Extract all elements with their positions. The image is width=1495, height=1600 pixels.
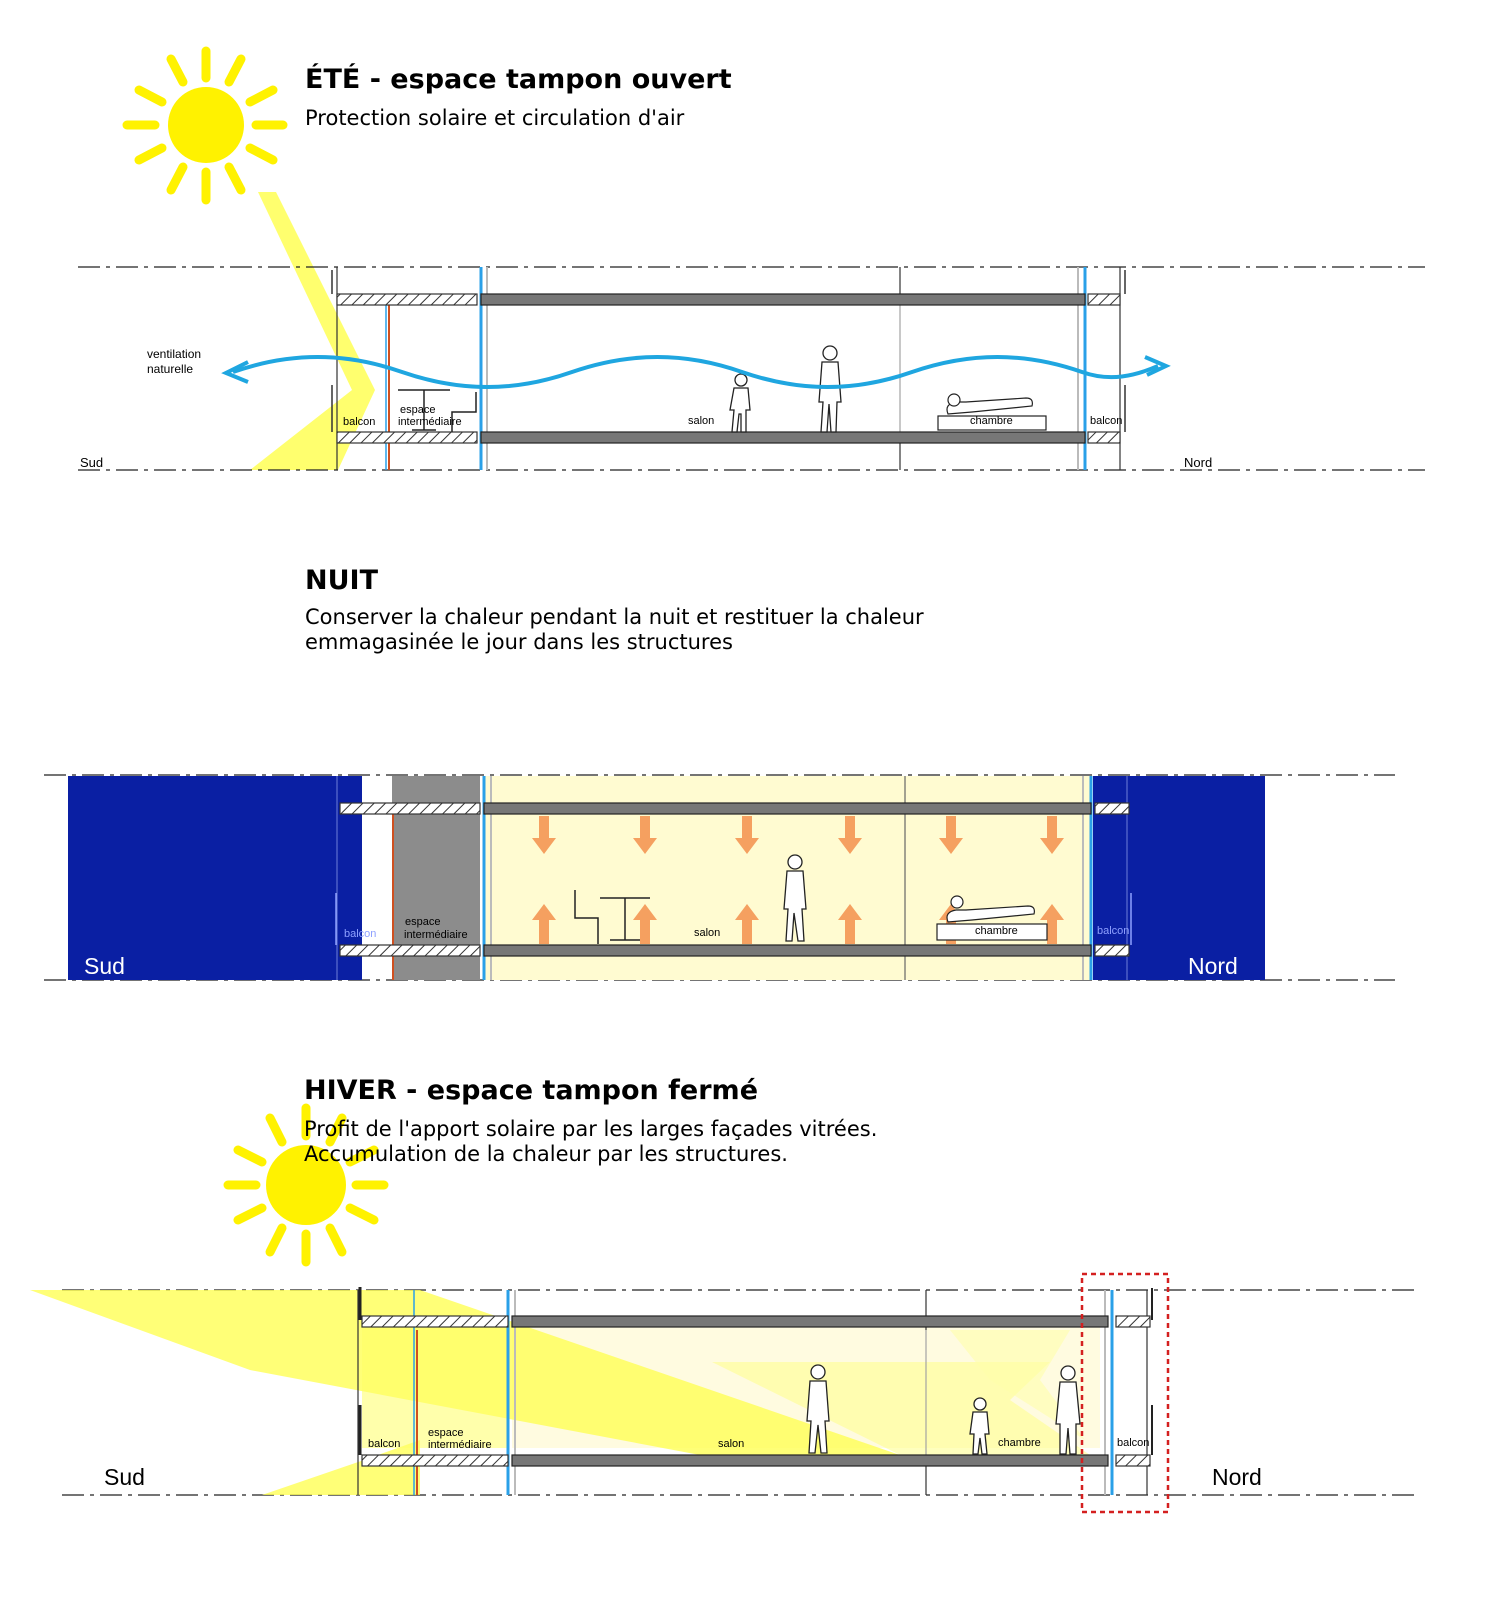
night-balcon-nord-label: balcon bbox=[1097, 925, 1130, 937]
night-sky-sud bbox=[68, 776, 362, 980]
ventilation-label-2: naturelle bbox=[147, 362, 194, 376]
winter-espace-label-1: espace bbox=[428, 1427, 464, 1439]
person-child-summer bbox=[730, 374, 750, 432]
ventilation-label-1: ventilation bbox=[147, 347, 202, 361]
summer-espace-label-1: espace bbox=[400, 404, 436, 416]
winter-balcon-nord-label: balcon bbox=[1117, 1437, 1150, 1449]
winter-subtitle-1: Profit de l'apport solaire par les larges façades vitrées. bbox=[304, 1117, 878, 1141]
night-sud-label: Sud bbox=[84, 953, 125, 979]
winter-balcon-sud-label: balcon bbox=[368, 1438, 401, 1450]
person-adult-summer bbox=[819, 346, 841, 432]
winter-subtitle-2: Accumulation de la chaleur par les structures. bbox=[304, 1142, 788, 1166]
winter-salon-label: salon bbox=[718, 1438, 745, 1450]
summer-chambre-label: chambre bbox=[970, 415, 1013, 427]
sun-ray-summer bbox=[250, 192, 375, 470]
summer-espace-label-2: intermédiaire bbox=[398, 416, 462, 428]
winter-sud-label: Sud bbox=[104, 1464, 145, 1490]
night-chambre-label: chambre bbox=[975, 925, 1018, 937]
night-panel bbox=[44, 775, 1395, 980]
winter-espace-label-2: intermédiaire bbox=[428, 1439, 492, 1451]
winter-title: HIVER - espace tampon fermé bbox=[304, 1075, 759, 1106]
summer-salon-label: salon bbox=[688, 415, 715, 427]
summer-balcon-sud-label: balcon bbox=[343, 416, 376, 428]
summer-subtitle: Protection solaire et circulation d'air bbox=[305, 106, 685, 130]
summer-sud-label: Sud bbox=[80, 455, 104, 470]
winter-nord-label: Nord bbox=[1212, 1464, 1262, 1490]
night-title: NUIT bbox=[305, 565, 378, 596]
night-subtitle-1: Conserver la chaleur pendant la nuit et restituer la chaleur bbox=[305, 605, 924, 629]
winter-panel bbox=[30, 1108, 1415, 1512]
winter-chambre-label: chambre bbox=[998, 1437, 1041, 1449]
night-espace-label-2: intermédiaire bbox=[404, 929, 468, 941]
summer-nord-label: Nord bbox=[1184, 455, 1213, 470]
night-salon-label: salon bbox=[694, 927, 721, 939]
summer-title: ÉTÉ - espace tampon ouvert bbox=[305, 64, 732, 95]
night-nord-label: Nord bbox=[1188, 953, 1238, 979]
sun-icon-summer bbox=[127, 51, 283, 200]
night-subtitle-2: emmagasinée le jour dans les structures bbox=[305, 630, 733, 654]
night-balcon-sud-label: balcon bbox=[344, 928, 377, 940]
summer-panel bbox=[78, 51, 1425, 470]
night-espace-label-1: espace bbox=[405, 916, 441, 928]
summer-balcon-nord-label: balcon bbox=[1090, 415, 1123, 427]
